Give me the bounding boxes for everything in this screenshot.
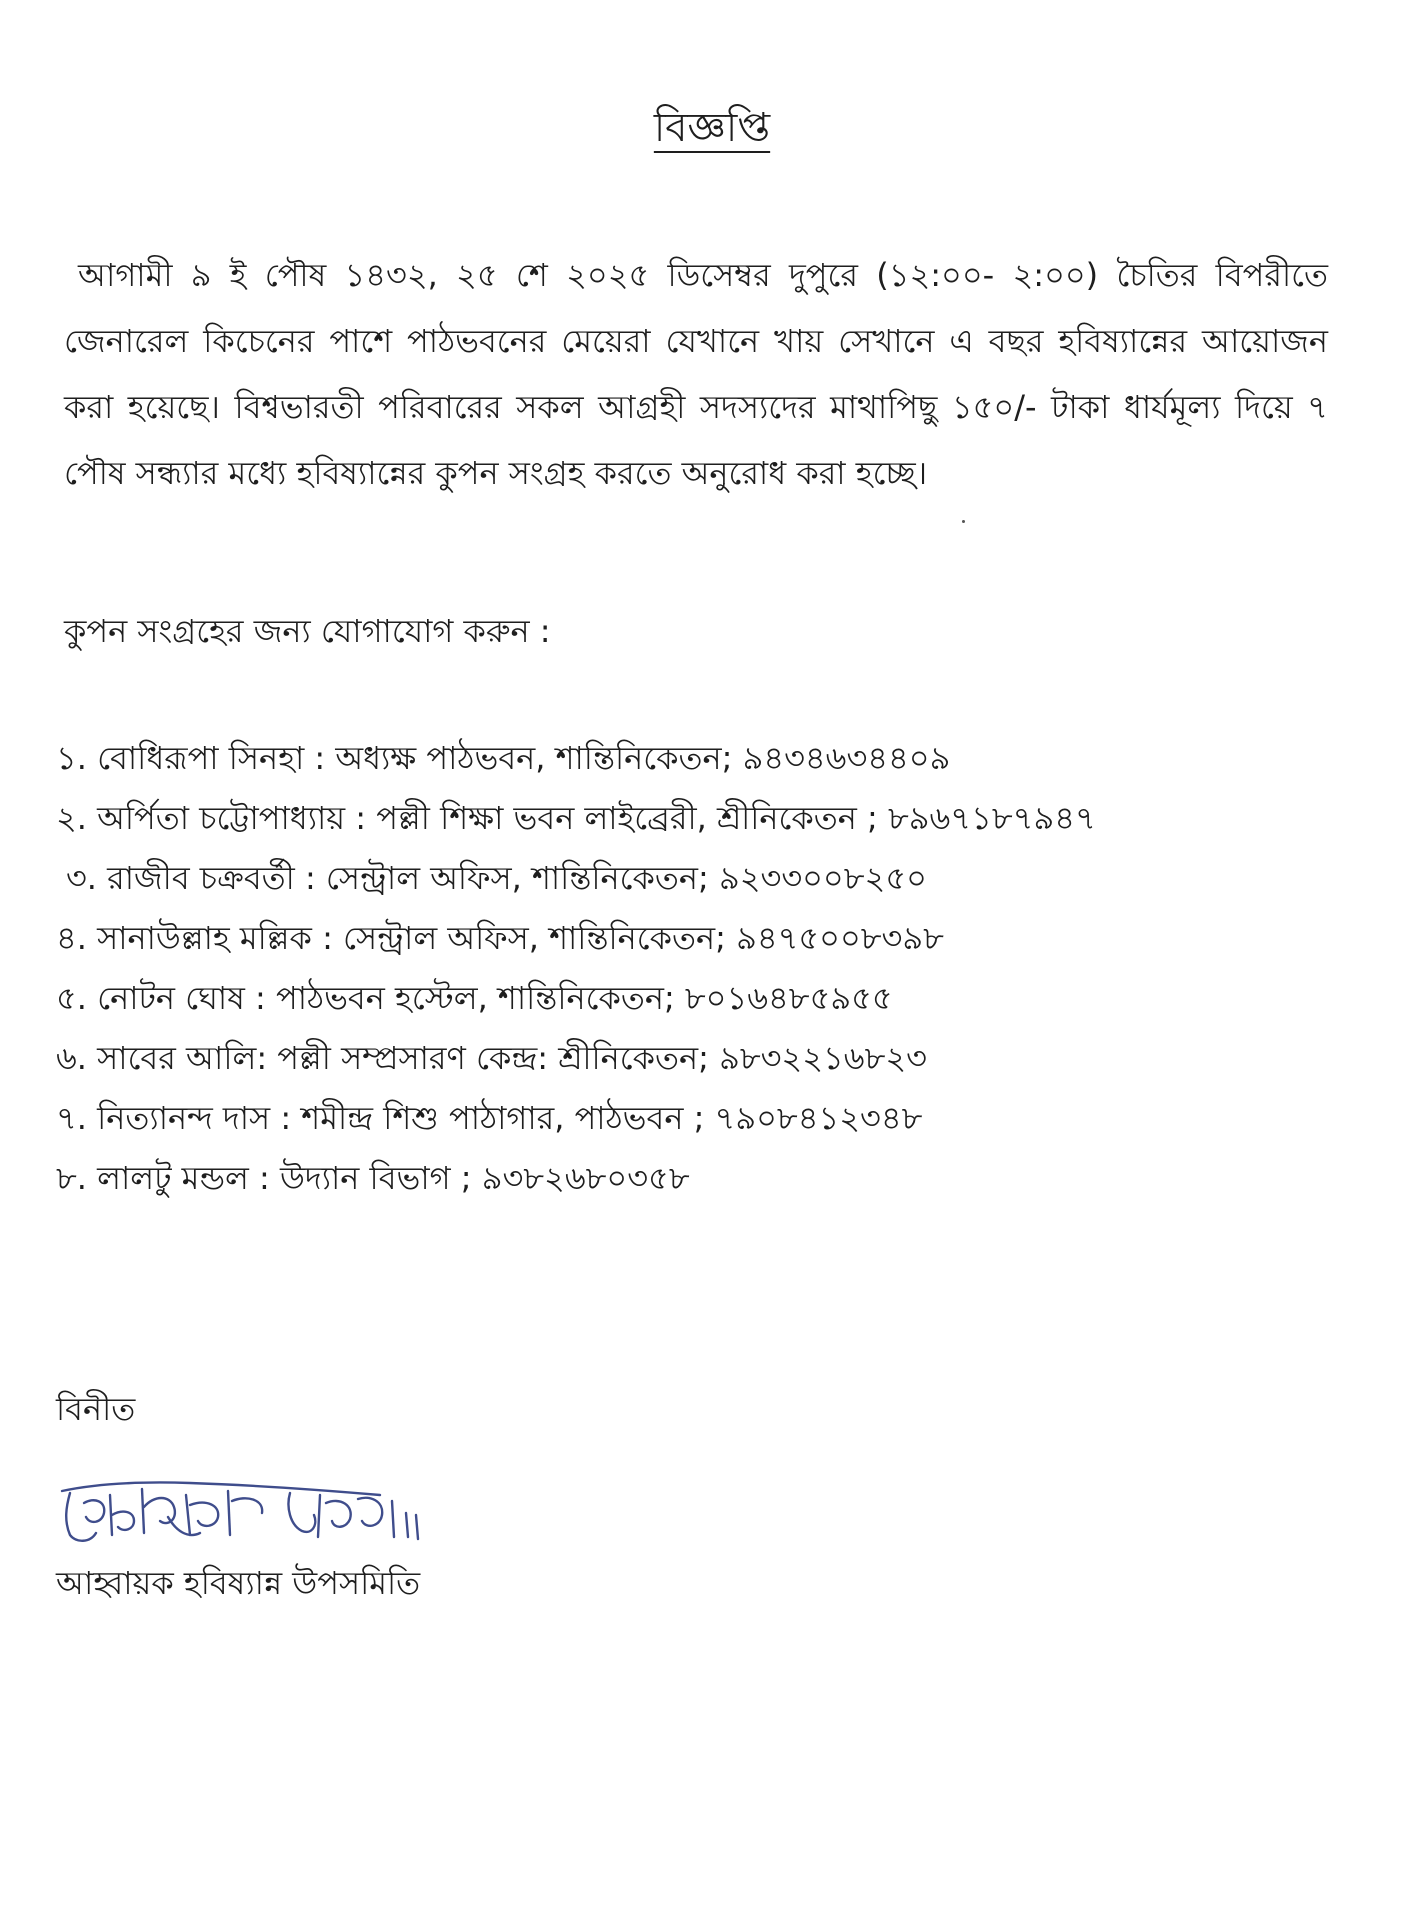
- signatory-designation: আহ্বায়ক হবিষ্যান্ন উপসমিতি: [56, 1564, 421, 1602]
- notice-title: [0, 100, 1424, 156]
- contact-list: [56, 728, 1096, 1208]
- contact-item-4: ৪. সানাউল্লাহ মল্লিক : সেন্ট্রাল অফিস, শান্তিনিকেতন; ৯৪৭৫০০৮৩৯৮: [56, 919, 944, 957]
- contact-item-5: ৫. নোটন ঘোষ : পাঠভবন হস্টেল, শান্তিনিকেতন; ৮০১৬৪৮৫৯৫৫: [56, 979, 893, 1017]
- contact-item-2: ২. অর্পিতা চট্টোপাধ্যায় : পল্লী শিক্ষা ভবন লাইব্রেরী, শ্রীনিকেতন ; ৮৯৬৭১৮৭৯৪৭: [56, 799, 1096, 837]
- contact-heading: কুপন সংগ্রহের জন্য যোগাযোগ করুন :: [64, 612, 551, 650]
- contact-item-8: ৮. লালটু মন্ডল : উদ্যান বিভাগ ; ৯৩৮২৬৮০৩৫৮: [56, 1159, 690, 1197]
- handwritten-signature: [50, 1455, 470, 1555]
- contact-item-3: ৩. রাজীব চক্রবর্তী : সেন্ট্রাল অফিস, শান্তিনিকেতন; ৯২৩৩০০৮২৫০: [66, 859, 927, 897]
- notice-title-text: বিজ্ঞপ্তি: [653, 105, 771, 151]
- closing-text: বিনীত: [56, 1390, 136, 1428]
- notice-body: আগামী ৯ ই পৌষ ১৪৩২, ২৫ শে ২০২৫ ডিসেম্বর দুপুরে (১২:০০- ২:০০) চৈতির বিপরীতে জেনারেল কিচেনের পাশে পাঠভবনের মেয়েরা যেখানে খায় সেখানে এ বছর হবিষ্যান্নের আয়োজন করা হয়েছে। বিশ্বভারতী পরিবারের সকল আগ্রহী সদস্যদের মাথাপিছু ১৫০/- টাকা ধার্যমূল্য দিয়ে ৭ পৌষ সন্ধ্যার মধ্যে হবিষ্যান্নের কুপন সংগ্রহ করতে অনুরোধ করা হচ্ছে।: [64, 256, 1328, 492]
- contact-item-1: ১. বোধিরূপা সিনহা : অধ্যক্ষ পাঠভবন, শান্তিনিকেতন; ৯৪৩৪৬৩৪৪০৯: [56, 739, 951, 777]
- contact-item-6: ৬. সাবের আলি: পল্লী সম্প্রসারণ কেন্দ্র: শ্রীনিকেতন; ৯৮৩২২১৬৮২৩: [56, 1039, 927, 1077]
- paper-speck: [962, 520, 965, 523]
- contact-item-7: ৭. নিত্যানন্দ দাস : শমীন্দ্র শিশু পাঠাগার, পাঠভবন ; ৭৯০৮৪১২৩৪৮: [56, 1099, 923, 1137]
